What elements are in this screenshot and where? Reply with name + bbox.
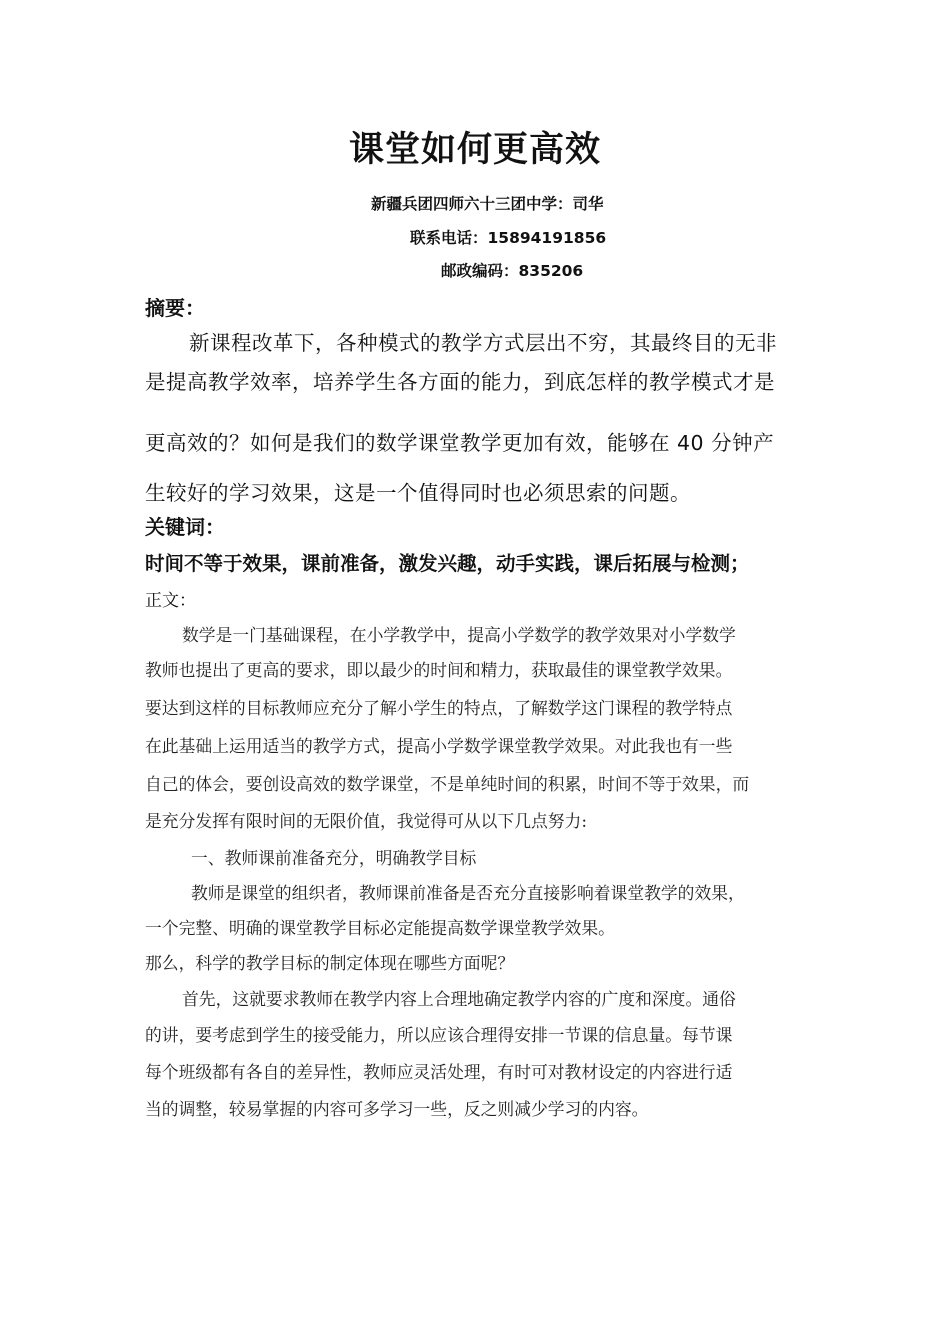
- body-paragraph-line: 当的调整，较易掌握的内容可多学习一些，反之则减少学习的内容。: [145, 1099, 649, 1119]
- body-paragraph-line: 的讲，要考虑到学生的接受能力，所以应该合理得安排一节课的信息量。每节课: [145, 1025, 733, 1045]
- body-heading: 正文：: [145, 591, 196, 611]
- body-paragraph-line: 数学是一门基础课程，在小学教学中，提高小学数学的教学效果对小学数学: [182, 625, 736, 645]
- document-title: 课堂如何更高效: [348, 130, 601, 170]
- abstract-line: 生较好的学习效果，这是一个值得同时也必须思索的问题。: [145, 481, 691, 505]
- body-paragraph-line: 那么，科学的教学目标的制定体现在哪些方面呢？: [145, 953, 515, 973]
- body-paragraph-line: 在此基础上运用适当的教学方式，提高小学数学课堂教学效果。对此我也有一些: [145, 736, 733, 756]
- body-paragraph-line: 每个班级都有各自的差异性，教师应灵活处理，有时可对教材设定的内容进行适: [145, 1062, 733, 1082]
- postcode-line: 邮政编码：835206: [441, 262, 584, 280]
- abstract-line: 是提高教学效率，培养学生各方面的能力，到底怎样的教学模式才是: [145, 370, 775, 394]
- phone-line: 联系电话：15894191856: [410, 229, 607, 247]
- keywords-text: 时间不等于效果，课前准备，激发兴趣，动手实践，课后拓展与检测；: [145, 552, 750, 575]
- abstract-line: 新课程改革下，各种模式的教学方式层出不穷，其最终目的无非: [189, 331, 777, 355]
- body-paragraph-line: 自己的体会，要创设高效的数学课堂，不是单纯时间的积累，时间不等于效果，而: [145, 774, 750, 794]
- section-heading: 一、教师课前准备充分，明确教学目标: [191, 848, 477, 868]
- body-paragraph-line: 一个完整、明确的课堂教学目标必定能提高数学课堂教学效果。: [145, 918, 615, 938]
- abstract-heading: 摘要：: [145, 296, 205, 320]
- abstract-line: 更高效的？如何是我们的数学课堂教学更加有效，能够在 40 分钟产: [145, 431, 775, 455]
- body-paragraph-line: 是充分发挥有限时间的无限价值，我觉得可从以下几点努力:: [145, 811, 587, 831]
- author-line: 新疆兵团四师六十三团中学：司华: [371, 195, 604, 213]
- body-paragraph-line: 要达到这样的目标教师应充分了解小学生的特点，了解数学这门课程的教学特点: [145, 698, 733, 718]
- body-paragraph-line: 教师是课堂的组织者，教师课前准备是否充分直接影响着课堂教学的效果，: [191, 883, 745, 903]
- body-paragraph-line: 教师也提出了更高的要求，即以最少的时间和精力，获取最佳的课堂教学效果。: [145, 660, 733, 680]
- body-paragraph-line: 首先，这就要求教师在教学内容上合理地确定教学内容的广度和深度。通俗: [182, 989, 736, 1009]
- keywords-heading: 关键词：: [145, 515, 225, 539]
